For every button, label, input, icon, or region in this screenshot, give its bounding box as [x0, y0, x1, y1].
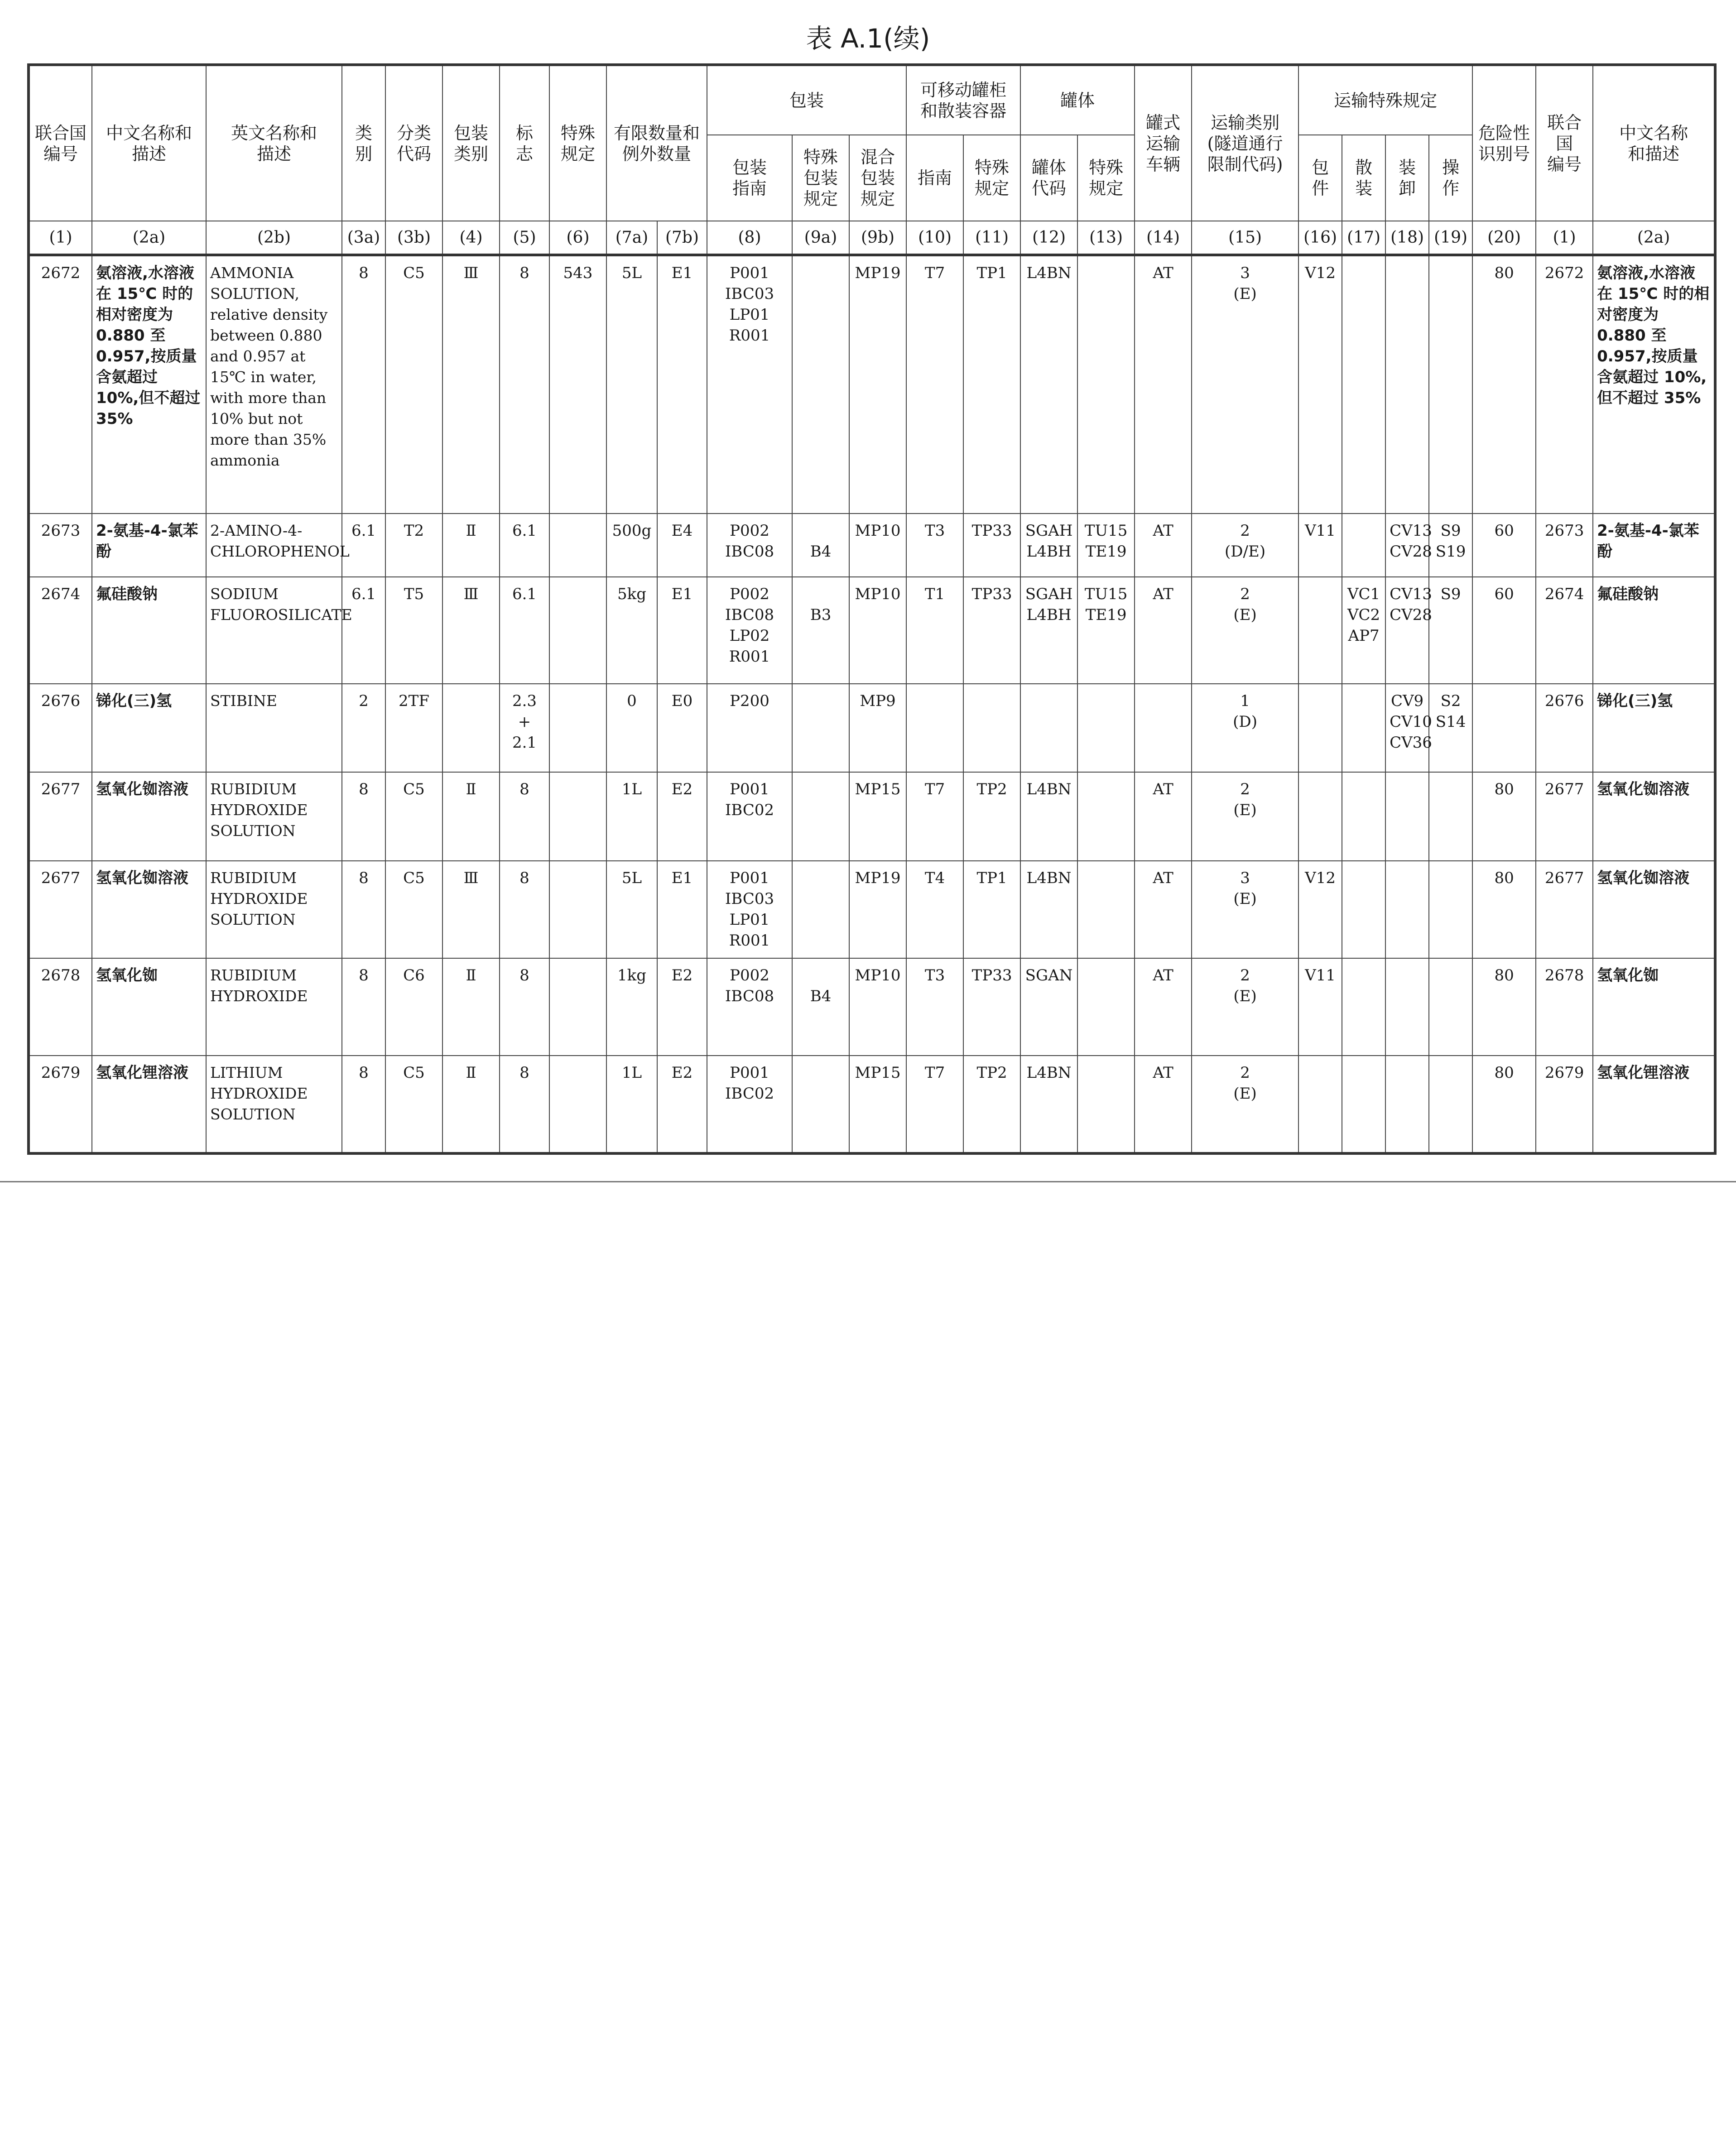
cell-zh: 锑化(三)氢	[92, 684, 206, 772]
cell-c8: P001 IBC02	[707, 1056, 792, 1153]
cell-c7a: 1L	[606, 772, 657, 860]
cell-c9b: MP15	[849, 1056, 906, 1153]
table-row	[29, 514, 1715, 577]
cell-c3b: 2TF	[385, 684, 442, 772]
cell-c10: T7	[906, 255, 963, 514]
column-number: (5)	[500, 221, 549, 255]
cell-c15: 1 (D)	[1192, 684, 1298, 772]
header-pkg-special: 特殊 包装 规定	[792, 135, 849, 221]
header-class: 类 别	[342, 65, 385, 221]
cell-c5: 8	[500, 958, 549, 1056]
cell-c18	[1385, 772, 1429, 860]
cell-c3a: 6.1	[342, 577, 385, 684]
cell-c6: 543	[549, 255, 606, 514]
column-number: (17)	[1342, 221, 1385, 255]
header-tank-code: 罐体 代码	[1020, 135, 1077, 221]
cell-c17	[1342, 958, 1385, 1056]
cell-c9a: B4	[792, 514, 849, 577]
cell-c7b: E1	[657, 577, 707, 684]
cell-c7a: 0	[606, 684, 657, 772]
cell-c9b: MP10	[849, 958, 906, 1056]
cell-c16: V12	[1298, 255, 1342, 514]
cell-c4: Ⅱ	[442, 514, 500, 577]
cell-c11: TP33	[963, 514, 1020, 577]
cell-c20	[1472, 684, 1536, 772]
header-pkg-instruction: 包装 指南	[707, 135, 792, 221]
cell-c7a: 1kg	[606, 958, 657, 1056]
cell-c7b: E2	[657, 958, 707, 1056]
cell-un: 2674	[29, 577, 92, 684]
column-number: (2a)	[92, 221, 206, 255]
cell-c4: Ⅱ	[442, 1056, 500, 1153]
cell-un2: 2679	[1536, 1056, 1593, 1153]
cell-un2: 2672	[1536, 255, 1593, 514]
cell-c10: T7	[906, 772, 963, 860]
cell-c8: P002 IBC08 LP02 R001	[707, 577, 792, 684]
cell-c13: TU15 TE19	[1077, 577, 1135, 684]
cell-c5: 8	[500, 772, 549, 860]
header-name-en: 英文名称和 描述	[206, 65, 342, 221]
column-number: (3b)	[385, 221, 442, 255]
cell-c6	[549, 684, 606, 772]
cell-c17	[1342, 1056, 1385, 1153]
column-number: (9a)	[792, 221, 849, 255]
cell-c18: CV9 CV10 CV36	[1385, 684, 1429, 772]
cell-un2: 2677	[1536, 772, 1593, 860]
cell-c3a: 8	[342, 958, 385, 1056]
column-number: (12)	[1020, 221, 1077, 255]
header-un-no-repeat: 联合国 编号	[1536, 65, 1593, 221]
cell-c6	[549, 958, 606, 1056]
cell-un: 2676	[29, 684, 92, 772]
column-number: (18)	[1385, 221, 1429, 255]
cell-c16	[1298, 1056, 1342, 1153]
header-special-transport: 运输特殊规定	[1298, 65, 1472, 135]
cell-c7b: E0	[657, 684, 707, 772]
cell-un: 2672	[29, 255, 92, 514]
column-number: (13)	[1077, 221, 1135, 255]
cell-c9b: MP15	[849, 772, 906, 860]
cell-c15: 2 (E)	[1192, 1056, 1298, 1153]
cell-zh: 氟硅酸钠	[92, 577, 206, 684]
cell-c9b: MP10	[849, 577, 906, 684]
cell-c9a: B4	[792, 958, 849, 1056]
cell-un: 2679	[29, 1056, 92, 1153]
cell-c10: T3	[906, 958, 963, 1056]
cell-c11: TP33	[963, 958, 1020, 1056]
cell-c18: CV13 CV28	[1385, 577, 1429, 684]
header-portable-tanks: 可移动罐柜 和散装容器	[906, 65, 1020, 135]
cell-c11: TP2	[963, 1056, 1020, 1153]
column-number: (3a)	[342, 221, 385, 255]
cell-c14: AT	[1135, 577, 1192, 684]
cell-c12: SGAN	[1020, 958, 1077, 1056]
cell-c14: AT	[1135, 772, 1192, 860]
cell-c6	[549, 514, 606, 577]
cell-c16	[1298, 772, 1342, 860]
cell-c8: P002 IBC08	[707, 958, 792, 1056]
header-tank: 罐体	[1020, 65, 1135, 135]
cell-c12	[1020, 684, 1077, 772]
column-number: (11)	[963, 221, 1020, 255]
cell-c7b: E1	[657, 255, 707, 514]
header-label: 标 志	[500, 65, 549, 221]
cell-c19: S9 S19	[1429, 514, 1472, 577]
cell-c13: TU15 TE19	[1077, 514, 1135, 577]
cell-c7b: E4	[657, 514, 707, 577]
header-packaging: 包装	[707, 65, 906, 135]
header-hazard-id: 危险性 识别号	[1472, 65, 1536, 221]
cell-c13	[1077, 255, 1135, 514]
column-number: (19)	[1429, 221, 1472, 255]
cell-c7b: E2	[657, 772, 707, 860]
cell-c10: T3	[906, 514, 963, 577]
cell-c18	[1385, 1056, 1429, 1153]
cell-c5: 6.1	[500, 514, 549, 577]
cell-c20: 80	[1472, 1056, 1536, 1153]
cell-c20: 60	[1472, 514, 1536, 577]
cell-c12: SGAH L4BH	[1020, 514, 1077, 577]
cell-c4: Ⅱ	[442, 958, 500, 1056]
header-pt-special: 特殊 规定	[963, 135, 1020, 221]
cell-c14: AT	[1135, 958, 1192, 1056]
column-number: (8)	[707, 221, 792, 255]
header-un-no: 联合国 编号	[29, 65, 92, 221]
cell-zh: 2-氨基-4-氯苯酚	[92, 514, 206, 577]
cell-c9a	[792, 684, 849, 772]
cell-c20: 80	[1472, 255, 1536, 514]
cell-zh: 氢氧化铷溶液	[92, 861, 206, 958]
cell-zh2: 氟硅酸钠	[1593, 577, 1715, 684]
table-title: 表 A.1(续)	[806, 23, 930, 54]
header-transport-category: 运输类别 (隧道通行 限制代码)	[1192, 65, 1298, 221]
cell-c15: 2 (D/E)	[1192, 514, 1298, 577]
cell-c7b: E1	[657, 861, 707, 958]
cell-c14: AT	[1135, 1056, 1192, 1153]
cell-zh2: 氢氧化铷溶液	[1593, 861, 1715, 958]
cell-c15: 2 (E)	[1192, 577, 1298, 684]
header-st-packages: 包 件	[1298, 135, 1342, 221]
cell-en: 2-AMINO-4-CHLOROPHENOL	[206, 514, 342, 577]
cell-c3a: 6.1	[342, 514, 385, 577]
cell-c15: 3 (E)	[1192, 861, 1298, 958]
cell-c16	[1298, 684, 1342, 772]
cell-c9b: MP10	[849, 514, 906, 577]
cell-c5: 2.3 + 2.1	[500, 684, 549, 772]
header-limited-qty: 有限数量和 例外数量	[606, 65, 707, 221]
cell-c8: P001 IBC02	[707, 772, 792, 860]
cell-c13	[1077, 1056, 1135, 1153]
cell-c12: L4BN	[1020, 861, 1077, 958]
cell-c17	[1342, 861, 1385, 958]
column-number: (6)	[549, 221, 606, 255]
column-number-row	[29, 221, 1715, 255]
cell-c4	[442, 684, 500, 772]
cell-c12: L4BN	[1020, 1056, 1077, 1153]
cell-c17	[1342, 255, 1385, 514]
cell-zh: 氢氧化锂溶液	[92, 1056, 206, 1153]
cell-c5: 8	[500, 861, 549, 958]
cell-c20: 80	[1472, 958, 1536, 1056]
table-row	[29, 684, 1715, 772]
cell-c3a: 8	[342, 255, 385, 514]
header-special-provisions: 特殊 规定	[549, 65, 606, 221]
cell-zh2: 氢氧化锂溶液	[1593, 1056, 1715, 1153]
cell-c9a	[792, 772, 849, 860]
cell-c6	[549, 772, 606, 860]
cell-c15: 2 (E)	[1192, 772, 1298, 860]
cell-c17: VC1 VC2 AP7	[1342, 577, 1385, 684]
dangerous-goods-table	[27, 63, 1717, 1155]
cell-c8: P200	[707, 684, 792, 772]
cell-c20: 80	[1472, 861, 1536, 958]
cell-c3b: C5	[385, 861, 442, 958]
cell-c19	[1429, 958, 1472, 1056]
cell-c3b: T2	[385, 514, 442, 577]
cell-en: LITHIUM HYDROXIDE SOLUTION	[206, 1056, 342, 1153]
cell-c7a: 500g	[606, 514, 657, 577]
cell-c9b: MP19	[849, 861, 906, 958]
cell-zh2: 氢氧化铷	[1593, 958, 1715, 1056]
cell-c14: AT	[1135, 861, 1192, 958]
cell-en: STIBINE	[206, 684, 342, 772]
column-number: (2b)	[206, 221, 342, 255]
cell-c7b: E2	[657, 1056, 707, 1153]
column-number: (20)	[1472, 221, 1536, 255]
cell-c10: T1	[906, 577, 963, 684]
cell-c9b: MP19	[849, 255, 906, 514]
cell-c5: 8	[500, 1056, 549, 1153]
cell-c5: 6.1	[500, 577, 549, 684]
cell-c16	[1298, 577, 1342, 684]
cell-c7a: 5L	[606, 861, 657, 958]
column-number: (7b)	[657, 221, 707, 255]
cell-c4: Ⅲ	[442, 861, 500, 958]
cell-c18	[1385, 861, 1429, 958]
cell-c14: AT	[1135, 255, 1192, 514]
column-number: (16)	[1298, 221, 1342, 255]
header-st-loading: 装 卸	[1385, 135, 1429, 221]
cell-c20: 80	[1472, 772, 1536, 860]
cell-un: 2677	[29, 772, 92, 860]
cell-un: 2677	[29, 861, 92, 958]
cell-en: RUBIDIUM HYDROXIDE SOLUTION	[206, 861, 342, 958]
column-number: (2a)	[1593, 221, 1715, 255]
cell-c12: L4BN	[1020, 772, 1077, 860]
cell-c13	[1077, 861, 1135, 958]
header-pkg-mixed: 混合 包装 规定	[849, 135, 906, 221]
cell-c11: TP33	[963, 577, 1020, 684]
cell-c19	[1429, 1056, 1472, 1153]
cell-un2: 2677	[1536, 861, 1593, 958]
cell-zh2: 2-氨基-4-氯苯酚	[1593, 514, 1715, 577]
cell-c18	[1385, 958, 1429, 1056]
cell-en: RUBIDIUM HYDROXIDE SOLUTION	[206, 772, 342, 860]
cell-c6	[549, 861, 606, 958]
cell-c18	[1385, 255, 1429, 514]
cell-en: AMMONIA SOLUTION, relative density between 0.880 and 0.957 at 15℃ in water, with more than 10% but not more than 35% ammonia	[206, 255, 342, 514]
cell-c15: 3 (E)	[1192, 255, 1298, 514]
cell-un2: 2678	[1536, 958, 1593, 1056]
cell-c13	[1077, 684, 1135, 772]
cell-c15: 2 (E)	[1192, 958, 1298, 1056]
cell-c16: V11	[1298, 958, 1342, 1056]
cell-c7a: 5L	[606, 255, 657, 514]
cell-c18: CV13 CV28	[1385, 514, 1429, 577]
table-row	[29, 958, 1715, 1056]
table-row	[29, 255, 1715, 514]
cell-c9a: B3	[792, 577, 849, 684]
cell-un: 2678	[29, 958, 92, 1056]
cell-c3a: 2	[342, 684, 385, 772]
table-row	[29, 772, 1715, 860]
cell-c19: S2 S14	[1429, 684, 1472, 772]
cell-c10: T4	[906, 861, 963, 958]
cell-c12: L4BN	[1020, 255, 1077, 514]
cell-c3a: 8	[342, 772, 385, 860]
cell-en: SODIUM FLUOROSILICATE	[206, 577, 342, 684]
header-st-operation: 操 作	[1429, 135, 1472, 221]
table-row	[29, 861, 1715, 958]
cell-c5: 8	[500, 255, 549, 514]
cell-un2: 2676	[1536, 684, 1593, 772]
cell-c9b: MP9	[849, 684, 906, 772]
cell-c12: SGAH L4BH	[1020, 577, 1077, 684]
cell-c11: TP1	[963, 861, 1020, 958]
cell-zh: 氢氧化铷溶液	[92, 772, 206, 860]
header-name-zh-repeat: 中文名称 和描述	[1593, 65, 1715, 221]
cell-c3b: C5	[385, 255, 442, 514]
column-number: (7a)	[606, 221, 657, 255]
column-number: (4)	[442, 221, 500, 255]
column-number: (9b)	[849, 221, 906, 255]
cell-c11: TP2	[963, 772, 1020, 860]
cell-c19	[1429, 255, 1472, 514]
cell-c3b: C5	[385, 772, 442, 860]
cell-c3b: T5	[385, 577, 442, 684]
cell-zh2: 锑化(三)氢	[1593, 684, 1715, 772]
header-pt-instruction: 指南	[906, 135, 963, 221]
cell-c9a	[792, 1056, 849, 1153]
cell-c17	[1342, 772, 1385, 860]
cell-c19	[1429, 772, 1472, 860]
cell-un: 2673	[29, 514, 92, 577]
cell-c4: Ⅲ	[442, 255, 500, 514]
header-tank-special: 特殊 规定	[1077, 135, 1135, 221]
cell-zh2: 氨溶液,水溶液在 15℃ 时的相对密度为 0.880 至 0.957,按质量含氨超过 10%,但不超过 35%	[1593, 255, 1715, 514]
column-number: (10)	[906, 221, 963, 255]
cell-c16: V11	[1298, 514, 1342, 577]
cell-c11: TP1	[963, 255, 1020, 514]
cell-c7a: 1L	[606, 1056, 657, 1153]
cell-c7a: 5kg	[606, 577, 657, 684]
column-number: (15)	[1192, 221, 1298, 255]
cell-c17	[1342, 514, 1385, 577]
column-number: (14)	[1135, 221, 1192, 255]
cell-en: RUBIDIUM HYDROXIDE	[206, 958, 342, 1056]
header-class-code: 分类 代码	[385, 65, 442, 221]
cell-c17	[1342, 684, 1385, 772]
page-divider	[0, 1181, 1736, 1182]
cell-c4: Ⅲ	[442, 577, 500, 684]
cell-c4: Ⅱ	[442, 772, 500, 860]
cell-c10	[906, 684, 963, 772]
header-tank-vehicle: 罐式 运输 车辆	[1135, 65, 1192, 221]
cell-c13	[1077, 772, 1135, 860]
cell-c9a	[792, 861, 849, 958]
cell-c14	[1135, 684, 1192, 772]
cell-c16: V12	[1298, 861, 1342, 958]
header-packing-group: 包装 类别	[442, 65, 500, 221]
cell-c8: P001 IBC03 LP01 R001	[707, 255, 792, 514]
cell-c19	[1429, 861, 1472, 958]
cell-zh: 氢氧化铷	[92, 958, 206, 1056]
cell-c19: S9	[1429, 577, 1472, 684]
cell-c6	[549, 577, 606, 684]
cell-zh: 氨溶液,水溶液在 15℃ 时的相对密度为 0.880 至 0.957,按质量含氨超过 10%,但不超过 35%	[92, 255, 206, 514]
cell-c8: P001 IBC03 LP01 R001	[707, 861, 792, 958]
cell-c3a: 8	[342, 861, 385, 958]
cell-c3a: 8	[342, 1056, 385, 1153]
column-number: (1)	[29, 221, 92, 255]
cell-c3b: C5	[385, 1056, 442, 1153]
cell-c11	[963, 684, 1020, 772]
header-name-zh: 中文名称和 描述	[92, 65, 206, 221]
cell-c8: P002 IBC08	[707, 514, 792, 577]
column-number: (1)	[1536, 221, 1593, 255]
cell-c20: 60	[1472, 577, 1536, 684]
cell-c6	[549, 1056, 606, 1153]
cell-c3b: C6	[385, 958, 442, 1056]
table-row	[29, 1056, 1715, 1153]
cell-zh2: 氢氧化铷溶液	[1593, 772, 1715, 860]
cell-un2: 2674	[1536, 577, 1593, 684]
cell-c9a	[792, 255, 849, 514]
cell-c10: T7	[906, 1056, 963, 1153]
cell-c14: AT	[1135, 514, 1192, 577]
table-row	[29, 577, 1715, 684]
cell-c13	[1077, 958, 1135, 1056]
cell-un2: 2673	[1536, 514, 1593, 577]
header-st-bulk: 散 装	[1342, 135, 1385, 221]
